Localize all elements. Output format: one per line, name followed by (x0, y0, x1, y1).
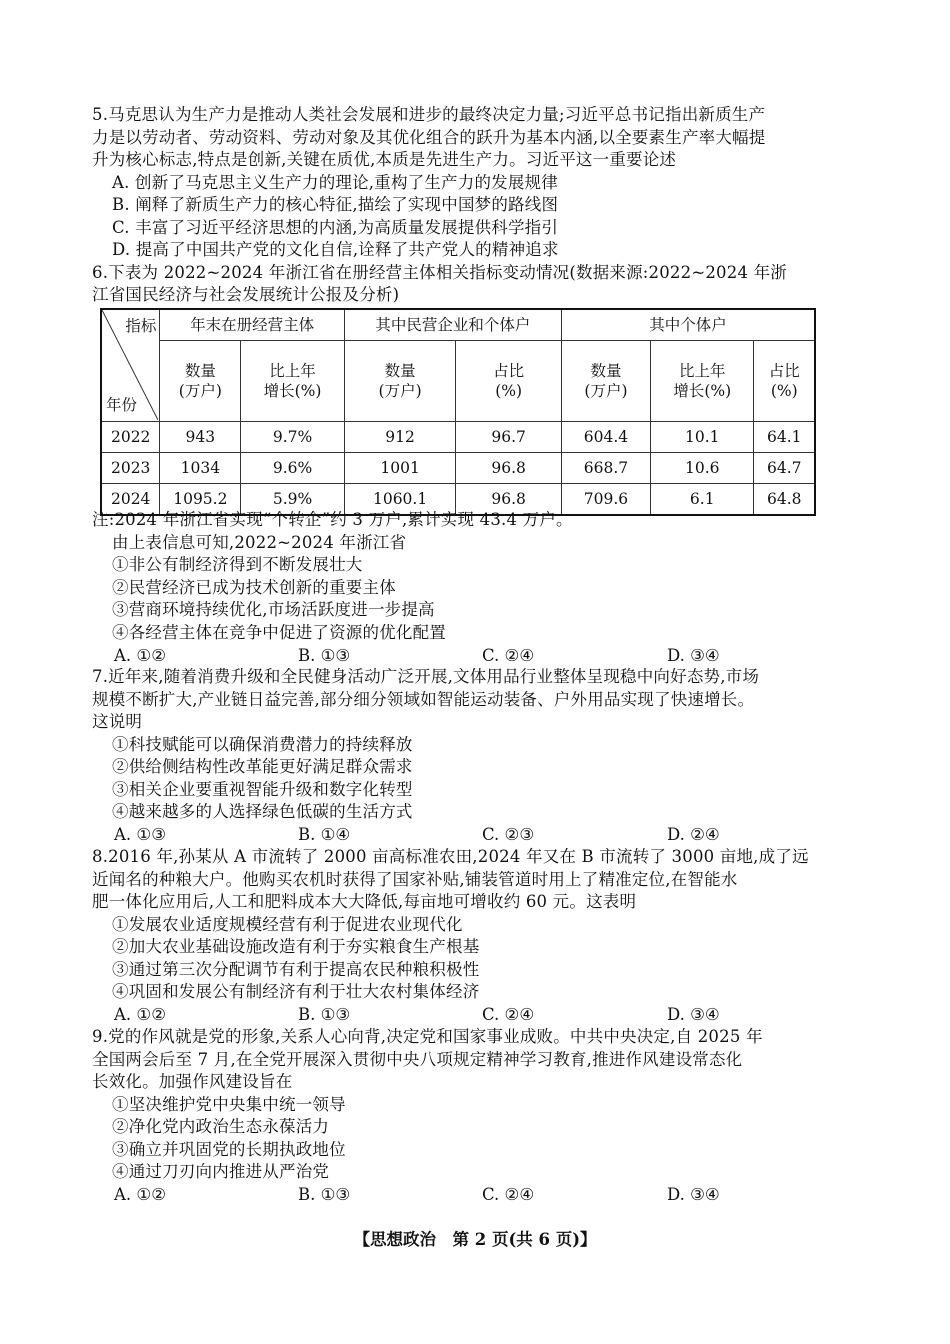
q7-stem-line-2: 规模不断扩大,产业链日益完善,部分细分领域如智能运动装备、户外用品实现了快速增长。 (92, 690, 755, 709)
q8-item-3: ③通过第三次分配调节有利于提高农民种粮积极性 (112, 960, 480, 979)
q5-stem-line-1: 5.马克思认为生产力是推动人类社会发展和进步的最终决定力量;习近平总书记指出新质生产 (92, 105, 766, 124)
table-cell: 96.8 (456, 453, 562, 484)
subheader-cell (344, 341, 456, 422)
q8-stem-line-2: 近闻名的种粮大户。他购买农机时获得了国家补贴,铺装管道时用上了精准定位,在智能水 (92, 870, 738, 889)
q7-choice-d: D. ②④ (667, 825, 720, 844)
q7-stem-line-3: 这说明 (92, 712, 143, 731)
q9-stem-line-2: 全国两会后至 7 月,在全党开展深入贯彻中央八项规定精神学习教育,推进作风建设常态化 (92, 1050, 743, 1069)
subheader-line: (%) (770, 382, 798, 400)
q7-choice-c: C. ②③ (482, 825, 535, 844)
q7-stem-line-1: 7.近年来,随着消费升级和全民健身活动广泛开展,文体用品行业整体呈现稳中向好态势,市场 (92, 667, 760, 686)
q9-stem-line-3: 长效化。加强作风建设旨在 (92, 1072, 293, 1091)
subheader-line: 增长(%) (263, 382, 322, 400)
subheader-cell (456, 341, 562, 422)
q6-note: 注:2024 年浙江省实现“个转企”约 3 万户,累计实现 43.4 万户。 (92, 510, 573, 529)
table-row (101, 422, 815, 453)
q6-stem-line-1: 6.下表为 2022~2024 年浙江省在册经营主体相关指标变动情况(数据来源:2022~2024 年浙 (92, 263, 787, 282)
q8-choice-c: C. ②④ (482, 1005, 535, 1024)
subheader-line: 数量 (384, 362, 416, 380)
subheader-cell (241, 341, 344, 422)
q9-item-2: ②净化党内政治生态永葆活力 (112, 1117, 330, 1136)
table-cell: 1095.2 (160, 484, 241, 516)
q5-option-b: B. 阐释了新质生产力的核心特征,描绘了实现中国梦的路线图 (112, 195, 559, 214)
table-row (101, 453, 815, 484)
subheader-line: (万户) (378, 382, 422, 400)
q5-stem-line-2: 力是以劳动者、劳动资料、劳动对象及其优化组合的跃升为基本内涵,以全要素生产率大幅提 (92, 128, 766, 147)
q8-choice-b: B. ①③ (298, 1005, 351, 1024)
table-cell: 1034 (160, 453, 241, 484)
q9-item-1: ①坚决维护党中央集中统一领导 (112, 1095, 346, 1114)
subheader-line: 占比 (493, 362, 525, 380)
q6-item-2: ②民营经济已成为技术创新的重要主体 (112, 578, 396, 597)
q8-item-2: ②加大农业基础设施改造有利于夯实粮食生产根基 (112, 937, 480, 956)
q6-choice-a: A. ①② (114, 646, 166, 665)
table-cell: 912 (344, 422, 456, 453)
table-cell: 10.1 (651, 422, 754, 453)
q7-item-2: ②供给侧结构性改革能更好满足群众需求 (112, 757, 413, 776)
table-cell: 9.6% (241, 453, 344, 484)
table-cell: 96.7 (456, 422, 562, 453)
table-cell: 64.7 (754, 453, 815, 484)
table-cell: 6.1 (651, 484, 754, 516)
q9-choice-a: A. ①② (114, 1185, 166, 1204)
q9-item-4: ④通过刀刃向内推进从严治党 (112, 1162, 330, 1181)
table-cell: 5.9% (241, 484, 344, 516)
table-cell: 64.8 (754, 484, 815, 516)
q5-stem-line-3: 升为核心标志,特点是创新,关键在质优,本质是先进生产力。习近平这一重要论述 (92, 150, 677, 169)
subheader-line: 数量 (590, 362, 622, 380)
q8-stem-line-3: 肥一体化应用后,人工和肥料成本大大降低,每亩地可增收约 60 元。这表明 (92, 892, 637, 911)
q6-stem-line-2: 江省国民经济与社会发展统计公报及分析) (92, 285, 400, 304)
q9-choice-b: B. ①③ (298, 1185, 351, 1204)
table-cell: 943 (160, 422, 241, 453)
table-cell: 10.6 (651, 453, 754, 484)
subheader-line: (万户) (178, 382, 222, 400)
group-header-3: 其中个体户 (561, 309, 815, 341)
table-cell: 1001 (344, 453, 456, 484)
subheader-cell (754, 341, 815, 422)
corner-label-year: 年份 (106, 396, 138, 414)
q6-choice-b: B. ①③ (298, 646, 351, 665)
q5-option-c: C. 丰富了习近平经济思想的内涵,为高质量发展提供科学指引 (112, 218, 559, 237)
q8-choice-d: D. ③④ (667, 1005, 720, 1024)
q9-item-3: ③确立并巩固党的长期执政地位 (112, 1140, 346, 1159)
table-corner-cell (101, 309, 160, 422)
q7-choice-b: B. ①④ (298, 825, 351, 844)
table-cell: 2024 (101, 484, 160, 516)
table-cell: 1060.1 (344, 484, 456, 516)
table-cell: 2023 (101, 453, 160, 484)
q6-item-3: ③营商环境持续优化,市场活跃度进一步提高 (112, 600, 435, 619)
q6-choice-d: D. ③④ (667, 646, 720, 665)
q8-item-1: ①发展农业适度规模经营有利于促进农业现代化 (112, 915, 463, 934)
subheader-line: (万户) (584, 382, 628, 400)
table-cell: 64.1 (754, 422, 815, 453)
subheader-line: 比上年 (679, 362, 726, 380)
q8-item-4: ④巩固和发展公有制经济有利于壮大农村集体经济 (112, 982, 480, 1001)
q9-choice-d: D. ③④ (667, 1185, 720, 1204)
q6-choice-c: C. ②④ (482, 646, 535, 665)
q9-stem-line-1: 9.党的作风就是党的形象,关系人心向背,决定党和国家事业成败。中共中央决定,自 2025 年 (92, 1027, 763, 1046)
table-cell: 96.8 (456, 484, 562, 516)
group-header-1: 年末在册经营主体 (160, 309, 344, 341)
table-cell: 9.7% (241, 422, 344, 453)
subheader-line: 增长(%) (673, 382, 732, 400)
table-cell: 709.6 (561, 484, 650, 516)
q6-lead: 由上表信息可知,2022~2024 年浙江省 (112, 533, 407, 552)
q9-choice-c: C. ②④ (482, 1185, 535, 1204)
table-cell: 604.4 (561, 422, 650, 453)
q7-item-3: ③相关企业要重视智能升级和数字化转型 (112, 780, 413, 799)
q7-item-1: ①科技赋能可以确保消费潜力的持续释放 (112, 735, 413, 754)
q8-stem-line-1: 8.2016 年,孙某从 A 市流转了 2000 亩高标准农田,2024 年又在 B 市流转了 3000 亩地,成了远 (92, 847, 809, 866)
subheader-line: 比上年 (269, 362, 316, 380)
table-cell: 2022 (101, 422, 160, 453)
q7-item-4: ④越来越多的人选择绿色低碳的生活方式 (112, 802, 413, 821)
table-cell: 668.7 (561, 453, 650, 484)
subheader-cell (160, 341, 241, 422)
q8-choice-a: A. ①② (114, 1005, 166, 1024)
q6-item-1: ①非公有制经济得到不断发展壮大 (112, 555, 363, 574)
subheader-line: (%) (495, 382, 523, 400)
subheader-cell (561, 341, 650, 422)
corner-label-indicator: 指标 (125, 317, 157, 335)
data-table (100, 308, 816, 516)
subheader-line: 数量 (184, 362, 216, 380)
page-footer: 【思想政治 第 2 页(共 6 页)】 (353, 1230, 597, 1249)
group-header-2: 其中民营企业和个体户 (344, 309, 561, 341)
subheader-line: 占比 (768, 362, 800, 380)
subheader-cell (651, 341, 754, 422)
q5-option-d: D. 提高了中国共产党的文化自信,诠释了共产党人的精神追求 (112, 240, 559, 259)
q6-item-4: ④各经营主体在竞争中促进了资源的优化配置 (112, 623, 446, 642)
q5-option-a: A. 创新了马克思主义生产力的理论,重构了生产力的发展规律 (112, 173, 558, 192)
q7-choice-a: A. ①③ (114, 825, 166, 844)
